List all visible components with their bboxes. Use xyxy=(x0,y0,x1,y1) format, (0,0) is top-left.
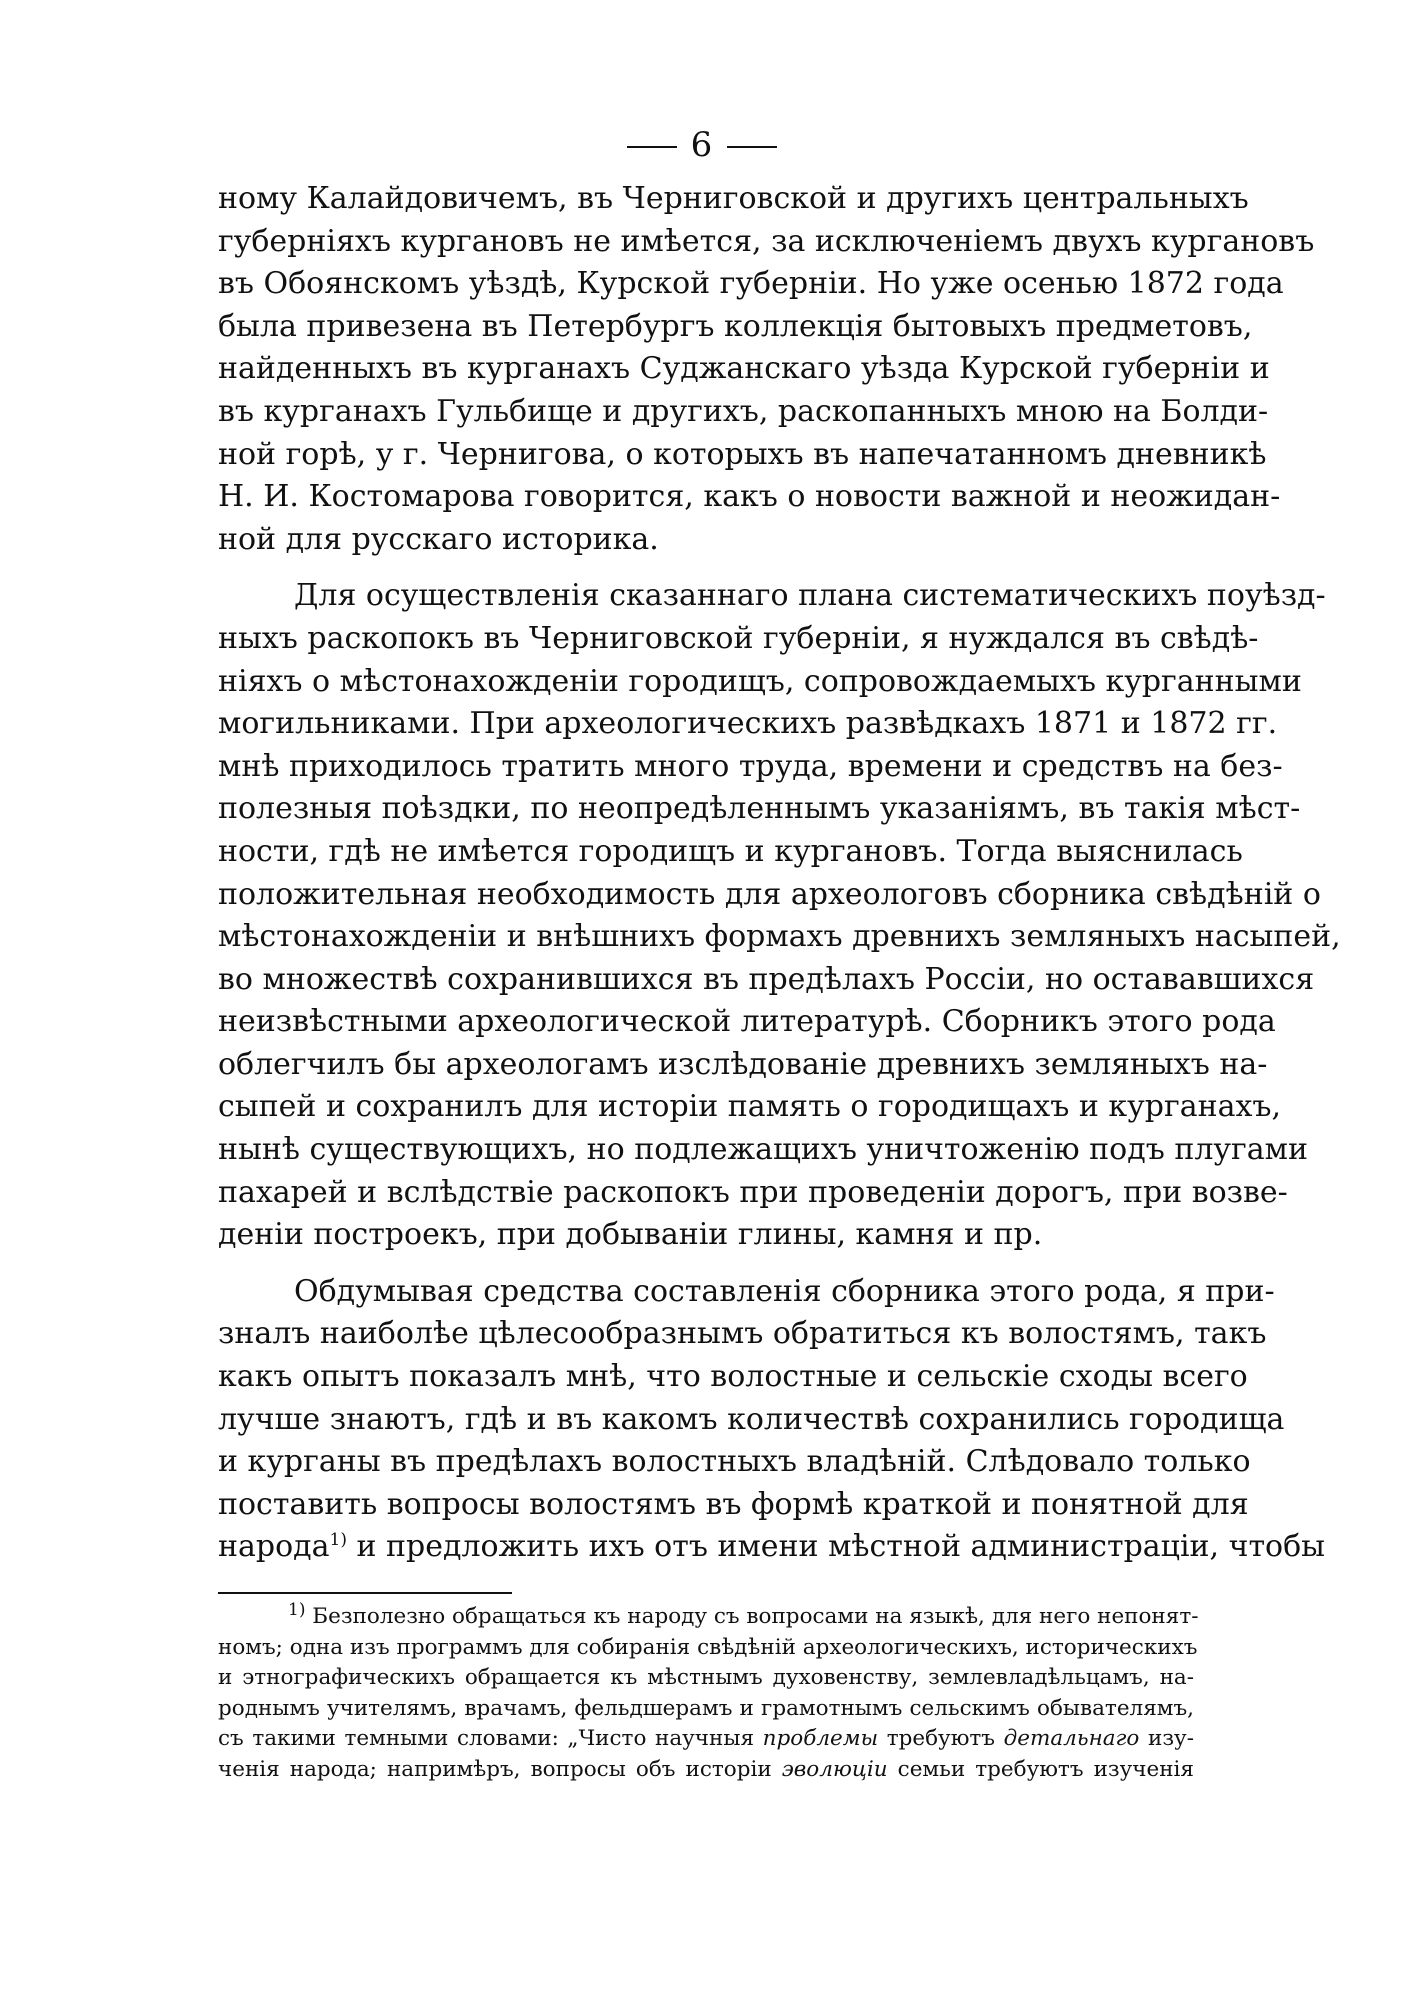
text-line: въ Обоянскомъ уѣздѣ, Курской губерніи. Но уже осенью 1872 года xyxy=(218,266,1284,302)
main-text xyxy=(218,178,1341,1569)
footnote-reference[interactable]: 1) xyxy=(329,1530,347,1551)
footnote-line: и этнографическихъ обращается къ мѣстнымъ духовенству, землевладѣльцамъ, на- xyxy=(218,1665,1194,1691)
text-line: въ курганахъ Гульбище и другихъ, раскопанныхъ мною на Болди- xyxy=(218,393,1269,429)
text-line: деніи построекъ, при добываніи глины, камня и пр. xyxy=(218,1217,1043,1253)
text-line: ной для русскаго историка. xyxy=(218,521,659,557)
footnote-line xyxy=(218,1755,1194,1786)
text-fragment: и предложить ихъ отъ имени мѣстной администраціи, чтобы xyxy=(356,1529,1326,1565)
text-line: положительная необходимость для археологовъ сборника свѣдѣній о xyxy=(218,876,1321,912)
text-line: мнѣ приходилось тратить много труда, времени и средствъ на без- xyxy=(218,748,1283,784)
text-line: и курганы въ предѣлахъ волостныхъ владѣній. Слѣдовало только xyxy=(218,1444,1251,1480)
text-line: губерніяхъ кургановъ не имѣется, за исключеніемъ двухъ кургановъ xyxy=(218,223,1315,259)
text-line: мѣстонахожденіи и внѣшнихъ формахъ древнихъ земляныхъ насыпей, xyxy=(218,919,1341,955)
footnote-divider xyxy=(218,1592,512,1594)
footnote-marker: 1) xyxy=(288,1599,306,1620)
footnote-line: номъ; одна изъ программъ для собиранія свѣдѣній археологическихъ, историческихъ xyxy=(218,1634,1198,1660)
text-line: зналъ наиболѣе цѣлесообразнымъ обратиться къ волостямъ, такъ xyxy=(218,1316,1267,1352)
text-fragment: съ такими темными словами: „Чисто научныя xyxy=(218,1726,755,1752)
text-line xyxy=(218,1526,1326,1569)
text-line: сыпей и сохранилъ для исторіи память о городищахъ и курганахъ, xyxy=(218,1089,1282,1125)
italic-term: эволюціи xyxy=(781,1756,888,1782)
text-line: облегчилъ бы археологамъ изслѣдованіе древнихъ земляныхъ на- xyxy=(218,1046,1268,1082)
footnote-line xyxy=(218,1599,1199,1633)
page-number-dash-left xyxy=(627,146,677,148)
text-fragment: Безполезно обращаться къ народу съ вопросами на языкѣ, для него непонят- xyxy=(312,1604,1199,1629)
text-line: во множествѣ сохранившихся въ предѣлахъ Россіи, но остававшихся xyxy=(218,961,1315,997)
text-line: неизвѣстными археологической литературѣ. Сборникъ этого рода xyxy=(218,1004,1276,1040)
text-line: какъ опытъ показалъ мнѣ, что волостные и сельскіе сходы всего xyxy=(218,1359,1248,1395)
text-line: нынѣ существующихъ, но подлежащихъ уничтоженію подъ плугами xyxy=(218,1132,1308,1168)
text-fragment: народа xyxy=(218,1529,330,1565)
text-fragment: требуютъ xyxy=(886,1726,995,1752)
footnote-line: роднымъ учителямъ, врачамъ, фельдшерамъ и грамотнымъ сельскимъ обывателямъ, xyxy=(218,1695,1194,1721)
text-line: ной горѣ, у г. Чернигова, о которыхъ въ напечатанномъ дневникѣ xyxy=(218,436,1267,472)
italic-term: проблемы xyxy=(762,1726,879,1752)
text-line: найденныхъ въ курганахъ Суджанскаго уѣзда Курской губерніи и xyxy=(218,351,1270,387)
text-line: ныхъ раскопокъ въ Черниговской губерніи, я нуждался въ свѣдѣ- xyxy=(218,620,1259,656)
page-number xyxy=(0,125,1404,165)
text-line: лучше знаютъ, гдѣ и въ какомъ количествѣ сохранились городища xyxy=(218,1401,1285,1437)
text-line: ности, гдѣ не имѣется городищъ и кургановъ. Тогда выяснилась xyxy=(218,833,1243,869)
text-line: ному Калайдовичемъ, въ Черниговской и другихъ центральныхъ xyxy=(218,181,1249,216)
footnote-line xyxy=(218,1724,1194,1755)
footnote xyxy=(218,1599,1199,1786)
text-line: пахарей и вслѣдствіе раскопокъ при проведеніи дорогъ, при возве- xyxy=(218,1174,1288,1210)
text-line: Н. И. Костомарова говорится, какъ о новости важной и неожидан- xyxy=(218,479,1281,515)
page-number-value: 6 xyxy=(690,125,714,165)
text-line: ніяхъ о мѣстонахожденіи городищъ, сопровождаемыхъ курганными xyxy=(218,663,1302,699)
text-fragment: изу- xyxy=(1148,1726,1194,1752)
text-fragment: ченія народа; напримѣръ, вопросы объ исторіи xyxy=(218,1756,772,1782)
text-line: могильниками. При археологическихъ развѣдкахъ 1871 и 1872 гг. xyxy=(218,706,1278,742)
text-line: поставить вопросы волостямъ въ формѣ краткой и понятной для xyxy=(218,1486,1249,1522)
text-line: была привезена въ Петербургъ коллекція бытовыхъ предметовъ, xyxy=(218,308,1253,344)
italic-term: детальнаго xyxy=(1003,1726,1140,1752)
text-line: Для осуществленія сказаннаго плана систематическихъ поуѣзд- xyxy=(294,578,1326,614)
text-line: Обдумывая средства составленія сборника этого рода, я при- xyxy=(294,1273,1275,1309)
page-number-dash-right xyxy=(727,146,777,148)
text-line: полезныя поѣздки, по неопредѣленнымъ указаніямъ, въ такія мѣст- xyxy=(218,791,1301,827)
text-fragment: семьи требуютъ изученія xyxy=(897,1756,1194,1782)
